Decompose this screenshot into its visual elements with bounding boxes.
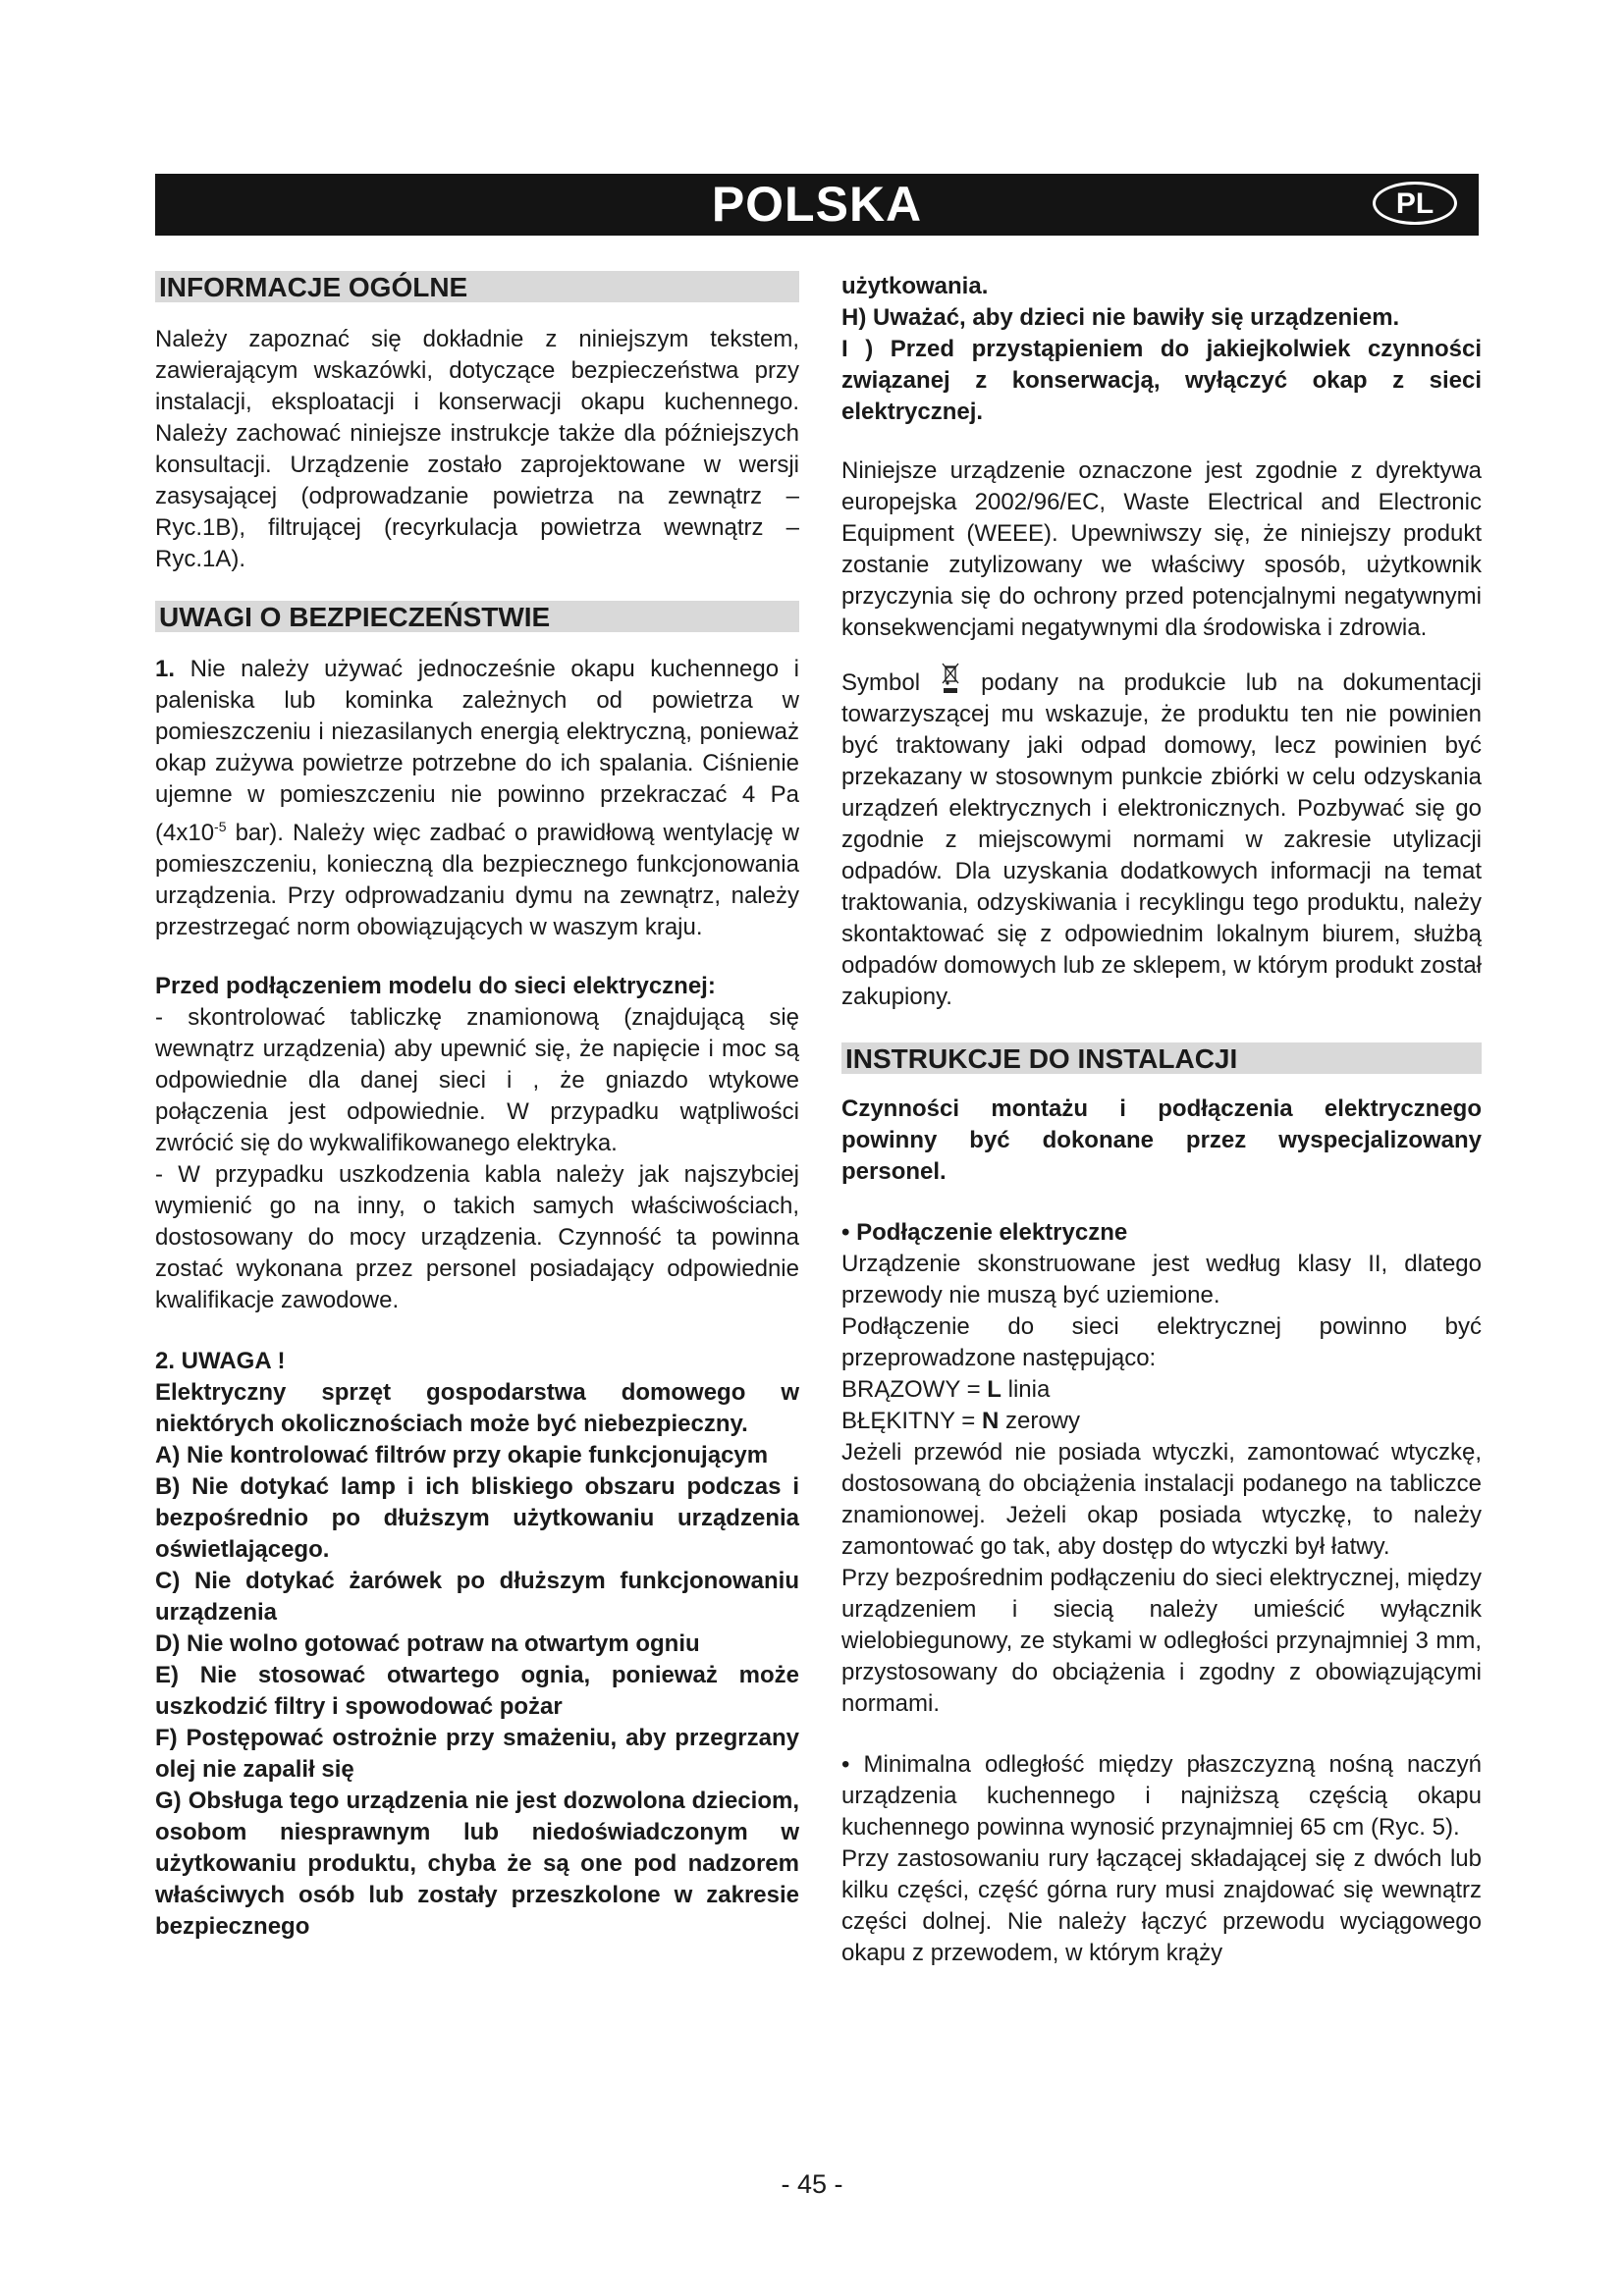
language-badge: PL [1373, 182, 1457, 225]
warning-title: 2. UWAGA ! [155, 1348, 286, 1374]
warning-item-f: F) Postępować ostrożnie przy smażeniu, aby przegrzany olej nie zapalił się [155, 1725, 799, 1783]
installation-intro: Czynności montażu i podłączenia elektrycznego powinny być dokonane przez wyspecjalizowany personel. [841, 1095, 1482, 1185]
weee-symbol-text [841, 666, 1482, 1013]
warning-item-d: D) Nie wolno gotować potraw na otwartym ogniu [155, 1630, 700, 1657]
wire-blue-meaning: zerowy [999, 1408, 1080, 1434]
warning-item-a: A) Nie kontrolować filtrów przy okapie funkcjonującym [155, 1442, 769, 1468]
warning-item-b: B) Nie dotykać lamp i ich bliskiego obszaru podczas i bezpośrednio po dłuższym użytkowaniu urządzenia oświetlającego. [155, 1473, 799, 1563]
warning-item-i: I ) Przed przystąpieniem do jakiejkolwiek czynności związanej z konserwacją, wyłączyć okap z sieci elektrycznej. [841, 336, 1482, 425]
safety-point-1 [155, 654, 799, 943]
electrical-connection-title: • Podłączenie elektryczne [841, 1219, 1128, 1246]
wire-brown-meaning: linia [1001, 1376, 1051, 1403]
weee-directive-text: Niniejsze urządzenie oznaczone jest zgodnie z dyrektywa europejska 2002/96/EC, Waste Electrical and Electronic Equipment (WEEE). Upewniwszy się, że niniejszy produkt zostanie zutylizowany we właściwy sposób, użytkownik przyczynia się do ochrony przed potencjalnymi negatywnymi konsekwencjami negatywnymi dla środowiska i zdrowia. [841, 457, 1482, 641]
right-column [841, 271, 1482, 1969]
plug-instructions: Jeżeli przewód nie posiada wtyczki, zamontować wtyczkę, dostosowaną do obciążenia instalacji podanego na tabliczce znamionowej. Jeżeli okap posiada wtyczkę, to należy zamontować go tak, aby dostęp do wtyczki był łatwy. [841, 1439, 1482, 1560]
electrical-class-text: Urządzenie skonstruowane jest według klasy II, dlatego przewody nie muszą być uziemione. [841, 1251, 1482, 1308]
wire-blue-letter: N [981, 1408, 1000, 1434]
warning-intro: Elektryczny sprzęt gospodarstwa domowego w niektórych okolicznościach może być niebezpieczny. [155, 1379, 799, 1437]
connection-title: Przed podłączeniem modelu do sieci elektrycznej: [155, 973, 716, 999]
connection-check-text: - skontrolować tabliczkę znamionową (znajdującą się wewnątrz urządzenia) aby upewnić się, że napięcie i moc są odpowiednie dla danej sieci i , że gniazdo wtykowe połączenia jest odpowiednie. W przypadku wątpliwości zwrócić się do wykwalifikowanego elektryka. [155, 1004, 799, 1156]
safety-point-1-exponent: -5 [214, 819, 227, 834]
safety-point-1-text-b: bar). Należy więc zadbać o prawidłową wentylację w pomieszczeniu, konieczną dla bezpiecznego funkcjonowania urządzenia. Przy odprowadzaniu dymu na zewnątrz, należy przestrzegać norm obowiązujących w waszym kraju. [155, 820, 799, 940]
section-safety-title: UWAGI O BEZPIECZEŃSTWIE [155, 601, 799, 632]
safety-point-1-text-a: Nie należy używać jednocześnie okapu kuchennego i paleniska lub kominka zależnych od powietrza w pomieszczeniu i niezasilanych energią elektryczną, ponieważ okap zużywa powietrze potrzebne do ich spalania. Ciśnienie ujemne w pomieszczeniu nie powinno przekraczać 4 Pa (4x10 [155, 656, 799, 846]
direct-connection-instructions: Przy bezpośrednim podłączeniu do sieci elektrycznej, między urządzeniem i siecią należy umieścić wyłącznik wielobiegunowy, ze stykami w odległości przynajmniej 3 mm, przystosowany do obciążenia i zgodny z obowiązującymi normami. [841, 1565, 1482, 1717]
general-info-text: Należy zapoznać się dokładnie z niniejszym tekstem, zawierającym wskazówki, dotyczące bezpieczeństwa przy instalacji, eksploatacji i konserwacji okapu kuchennego. Należy zachować niniejsze instrukcje także dla późniejszych konsultacji. Urządzenie zostało zaprojektowane w wersji zasysającej (odprowadzanie powietrza na zewnątrz – Ryc.1B), filtrującej (recyrkulacja powietrza wewnątrz – Ryc.1A). [155, 326, 799, 572]
section-installation-title: INSTRUKCJE DO INSTALACJI [841, 1042, 1482, 1074]
wire-blue-label: BŁĘKITNY = [841, 1408, 982, 1434]
crossed-out-wheelie-bin-icon [942, 666, 959, 699]
duct-instructions: Przy zastosowaniu rury łączącej składającej się z dwóch lub kilku części, część górna rury musi znajdować się wewnątrz części dolnej. Nie należy łączyć przewodu wyciągowego okapu z przewodem, w którym krąży [841, 1845, 1482, 1966]
minimum-distance-text: • Minimalna odległość między płaszczyzną nośną naczyń urządzenia kuchennego i najniższą częścią okapu kuchennego powinna wynosić przynajmniej 65 cm (Ryc. 5). [841, 1751, 1482, 1841]
wire-brown-letter: L [987, 1376, 1001, 1403]
left-column [155, 271, 799, 1943]
page-number: - 45 - [781, 2169, 843, 2199]
warning-continuation: użytkowania. [841, 273, 989, 299]
warning-item-h: H) Uważać, aby dzieci nie bawiły się urządzeniem. [841, 304, 1400, 331]
wire-brown [841, 1374, 1482, 1406]
section-general-info-title: INFORMACJE OGÓLNE [155, 271, 799, 302]
language-banner [155, 174, 1479, 236]
weee-symbol-explanation: podany na produkcie lub na dokumentacji towarzyszącej mu wskazuje, że produktu ten nie powinien być traktowany jaki odpad domowy, lecz powinien być przekazany w stosownym punkcie zbiórki w celu odzyskania urządzeń elektrycznych i elektronicznych. Pozbywać się go zgodnie z miejscowymi normami w zakresie utylizacji odpadów. Dla uzyskania dodatkowych informacji na temat traktowania, odzyskiwania i recyklingu tego produktu, należy skontaktować się z odpowiednim lokalnym biurem, służbą odpadów domowych lub ze sklepem, w którym produkt został zakupiony. [841, 669, 1483, 1010]
electrical-connection-text: Podłączenie do sieci elektrycznej powinno być przeprowadzone następująco: [841, 1313, 1482, 1371]
connection-cable-text: - W przypadku uszkodzenia kabla należy jak najszybciej wymienić go na inny, o takich samych właściwościach, dostosowany do mocy urządzenia. Czynność ta powinna zostać wykonana przez personel posiadający odpowiednie kwalifikacje zawodowe. [155, 1161, 799, 1313]
language-title: POLSKA [711, 177, 923, 232]
warning-item-c: C) Nie dotykać żarówek po dłuższym funkcjonowaniu urządzenia [155, 1568, 799, 1626]
safety-point-1-number: 1. [155, 656, 176, 682]
wire-brown-label: BRĄZOWY = [841, 1376, 988, 1403]
wire-blue [841, 1406, 1482, 1437]
warning-item-e: E) Nie stosować otwartego ognia, ponieważ może uszkodzić filtry i spowodować pożar [155, 1662, 799, 1720]
warning-item-g: G) Obsługa tego urządzenia nie jest dozwolona dzieciom, osobom niesprawnym lub niedoświadczonym w użytkowaniu produktu, chyba że są one pod nadzorem właściwych osób lub zostały przeszkolone w zakresie bezpiecznego [155, 1788, 799, 1940]
weee-symbol-label: Symbol [841, 669, 921, 696]
